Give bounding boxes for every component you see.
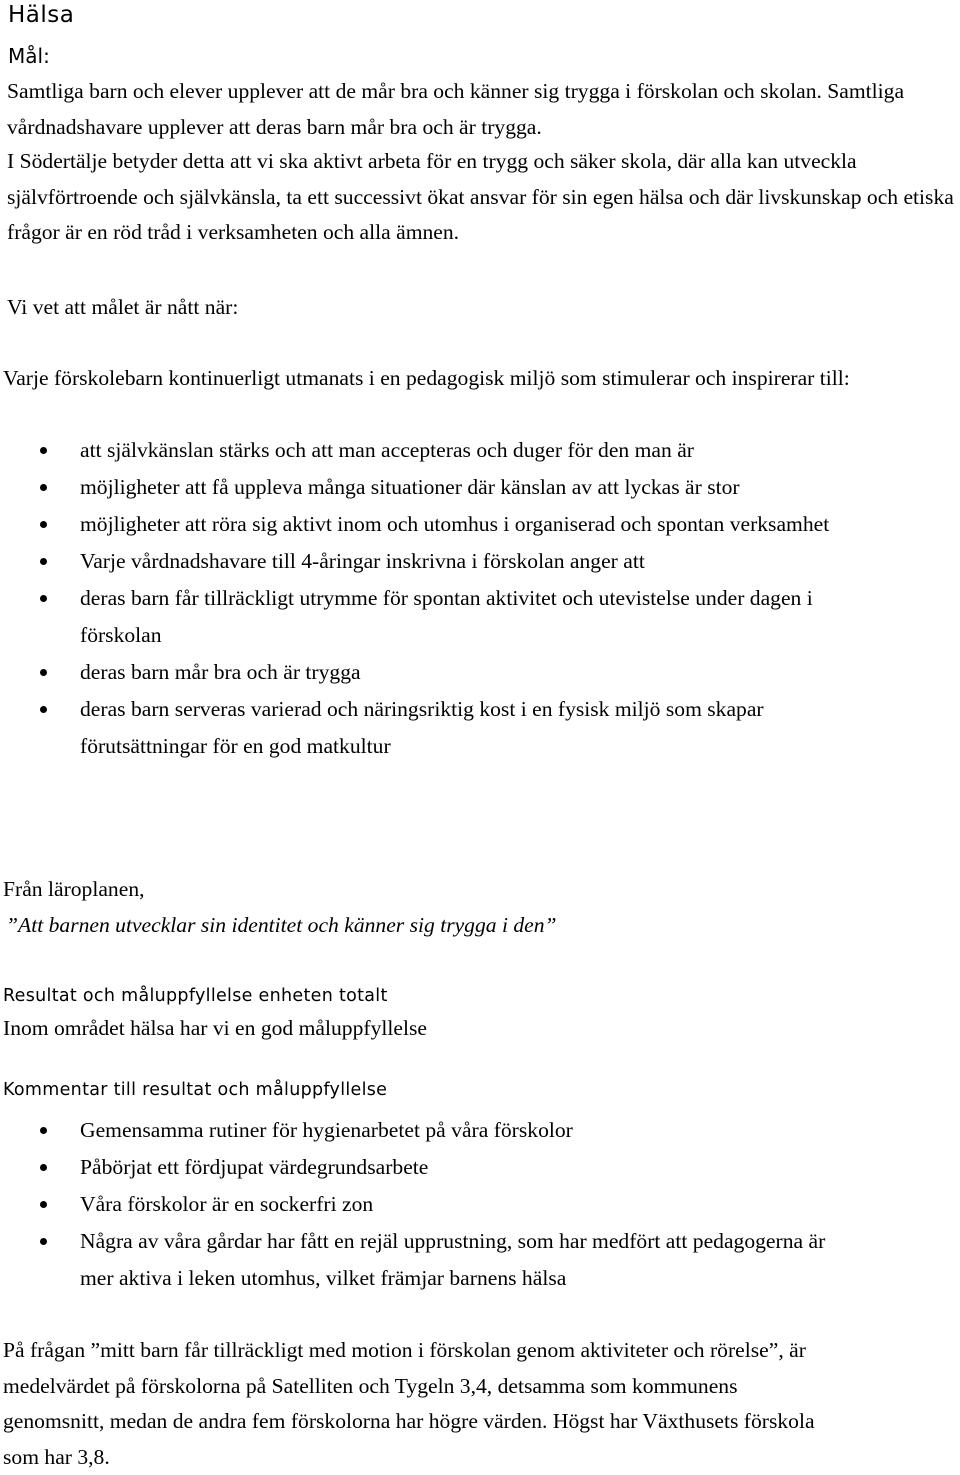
bullet-icon <box>40 484 47 491</box>
list-item: Påbörjat ett fördjupat värdegrundsarbete <box>0 1149 840 1186</box>
goal-label: Mål: <box>8 44 50 68</box>
goal-text-1: Samtliga barn och elever upplever att de mår bra och känner sig trygga i förskolan och skolan. Samtliga vårdnadshavare upplever att deras barn mår bra och är trygga. <box>7 79 905 139</box>
bullet-icon <box>40 1238 47 1245</box>
list-item: Varje vårdnadshavare till 4-åringar inskrivna i förskolan anger att <box>0 543 840 580</box>
curriculum-label: Från läroplanen, <box>3 877 145 901</box>
list-item: Några av våra gårdar har fått en rejäl upprustning, som har medfört att pedagogerna är mer aktiva i leken utomhus, vilket främjar barnens hälsa <box>0 1223 840 1297</box>
bullet-icon <box>40 1164 47 1171</box>
bullet-icon <box>40 447 47 454</box>
comment-list <box>0 1112 960 1297</box>
bullet-icon <box>40 1127 47 1134</box>
criteria-list <box>0 432 960 765</box>
bullet-icon <box>40 558 47 565</box>
list-item: möjligheter att röra sig aktivt inom och utomhus i organiserad och spontan verksamhet <box>0 506 840 543</box>
bullet-icon <box>40 706 47 713</box>
list-item: deras barn mår bra och är trygga <box>0 654 840 691</box>
list-item: Gemensamma rutiner för hygienarbetet på våra förskolor <box>0 1112 840 1149</box>
bullet-icon <box>40 521 47 528</box>
section-heading: Hälsa <box>8 2 75 28</box>
bullet-icon <box>40 595 47 602</box>
curriculum-quote: ”Att barnen utvecklar sin identitet och känner sig trygga i den” <box>6 913 557 937</box>
list-item: Våra förskolor är en sockerfri zon <box>0 1186 840 1223</box>
result-heading: Resultat och måluppfyllelse enheten totalt <box>3 986 388 1006</box>
list-item: deras barn serveras varierad och näringsriktig kost i en fysisk miljö som skapar förutsättningar för en god matkultur <box>0 691 840 765</box>
goal-text-2: I Södertälje betyder detta att vi ska aktivt arbeta för en trygg och säker skola, där alla kan utveckla självförtroende och självkänsla, ta ett successivt ökat ansvar för sin egen hälsa och där livskunskap och etiska frågor är en röd tråd i verksamheten och alla ämnen. <box>7 149 954 244</box>
comment-heading: Kommentar till resultat och måluppfyllelse <box>3 1080 388 1100</box>
final-paragraph: På frågan ”mitt barn får tillräckligt med motion i förskolan genom aktiviteter och rörelse”, är medelvärdet på förskolorna på Satelliten och Tygeln 3,4, detsamma som kommunens genomsnitt, medan de andra fem förskolorna har högre värden. Högst har Växthusets förskola som har 3,8. <box>3 1338 815 1469</box>
result-text: Inom området hälsa har vi en god måluppfyllelse <box>3 1016 427 1040</box>
list-item: deras barn får tillräckligt utrymme för spontan aktivitet och utevistelse under dagen i förskolan <box>0 580 840 654</box>
bullet-icon <box>40 669 47 676</box>
list-item: att självkänslan stärks och att man accepteras och duger för den man är <box>0 432 840 469</box>
list-item: möjligheter att få uppleva många situationer där känslan av att lyckas är stor <box>0 469 840 506</box>
bullet-icon <box>40 1201 47 1208</box>
goal-reached-intro: Vi vet att målet är nått när: <box>7 295 239 319</box>
criteria-intro: Varje förskolebarn kontinuerligt utmanats i en pedagogisk miljö som stimulerar och inspirerar till: <box>3 366 850 390</box>
